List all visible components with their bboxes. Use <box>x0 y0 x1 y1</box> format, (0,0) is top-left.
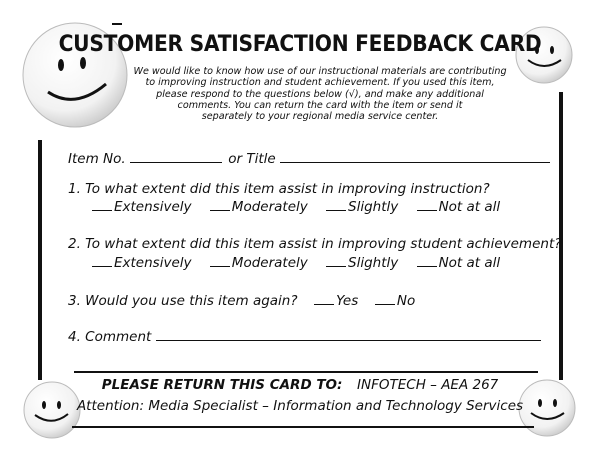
option-label: Slightly <box>348 255 399 271</box>
checkbox-blank[interactable] <box>326 254 346 267</box>
intro-line: We would like to know how use of our instructional materials are contributing <box>133 66 507 77</box>
q1-option-extensively[interactable] <box>92 198 192 215</box>
return-address: INFOTECH – AEA 267 <box>357 377 499 393</box>
top-rule-left <box>112 23 122 25</box>
checkbox-blank[interactable] <box>417 254 437 267</box>
checkbox-blank[interactable] <box>417 198 437 211</box>
option-label: Moderately <box>231 199 308 215</box>
checkbox-blank[interactable] <box>210 254 230 267</box>
intro-line: comments. You can return the card with the item or send it <box>177 99 463 111</box>
question-2: 2. To what extent did this item assist in improving student achievement? <box>68 236 562 252</box>
q3-no-label: No <box>396 293 416 309</box>
question-4 <box>68 328 543 345</box>
q1-option-moderately[interactable] <box>210 198 308 215</box>
return-label: PLEASE RETURN THIS CARD TO: <box>101 377 343 393</box>
item-no-label: Item No. <box>68 151 126 167</box>
card-title: CUSTOMER SATISFACTION FEEDBACK CARD <box>58 32 542 57</box>
footer-bottom-rule <box>72 426 534 428</box>
left-border <box>38 140 42 380</box>
q3-yes-blank[interactable] <box>314 292 334 305</box>
question-1-options <box>92 198 514 215</box>
q1-option-slightly[interactable] <box>326 198 398 215</box>
question-1: 1. To what extent did this item assist in improving instruction? <box>68 181 490 197</box>
comment-blank[interactable] <box>156 328 541 341</box>
option-label: Not at all <box>438 255 501 271</box>
option-label: Moderately <box>231 255 308 271</box>
return-line <box>0 377 600 393</box>
attention-line: Attention: Media Specialist – Information and Technology Services <box>76 398 524 414</box>
option-label: Extensively <box>114 199 192 215</box>
checkbox-blank[interactable] <box>326 198 346 211</box>
q3-no-blank[interactable] <box>375 292 395 305</box>
title-blank[interactable] <box>280 150 550 163</box>
q2-option-extensively[interactable] <box>92 254 192 271</box>
item-no-blank[interactable] <box>130 150 222 163</box>
or-title-label: or Title <box>228 151 276 167</box>
option-label: Extensively <box>114 255 192 271</box>
question-3-text: 3. Would you use this item again? <box>68 293 298 309</box>
intro-line: please respond to the questions below (√), and make any additional <box>156 88 484 100</box>
intro-line: separately to your regional media service center. <box>201 111 439 123</box>
q1-option-not-at-all[interactable] <box>417 198 501 215</box>
question-2-options <box>92 254 514 271</box>
q2-option-slightly[interactable] <box>326 254 398 271</box>
footer-top-rule <box>74 371 538 373</box>
item-row <box>68 150 552 167</box>
q2-option-moderately[interactable] <box>210 254 308 271</box>
checkbox-blank[interactable] <box>210 198 230 211</box>
option-label: Slightly <box>348 199 399 215</box>
option-label: Not at all <box>438 199 501 215</box>
q3-yes-label: Yes <box>336 293 359 309</box>
question-3 <box>68 292 415 309</box>
intro-line: to improving instruction and student achievement. If you used this item, <box>145 77 495 89</box>
checkbox-blank[interactable] <box>92 198 112 211</box>
q2-option-not-at-all[interactable] <box>417 254 501 271</box>
intro-text <box>110 66 530 122</box>
question-4-text: 4. Comment <box>68 329 152 345</box>
checkbox-blank[interactable] <box>92 254 112 267</box>
